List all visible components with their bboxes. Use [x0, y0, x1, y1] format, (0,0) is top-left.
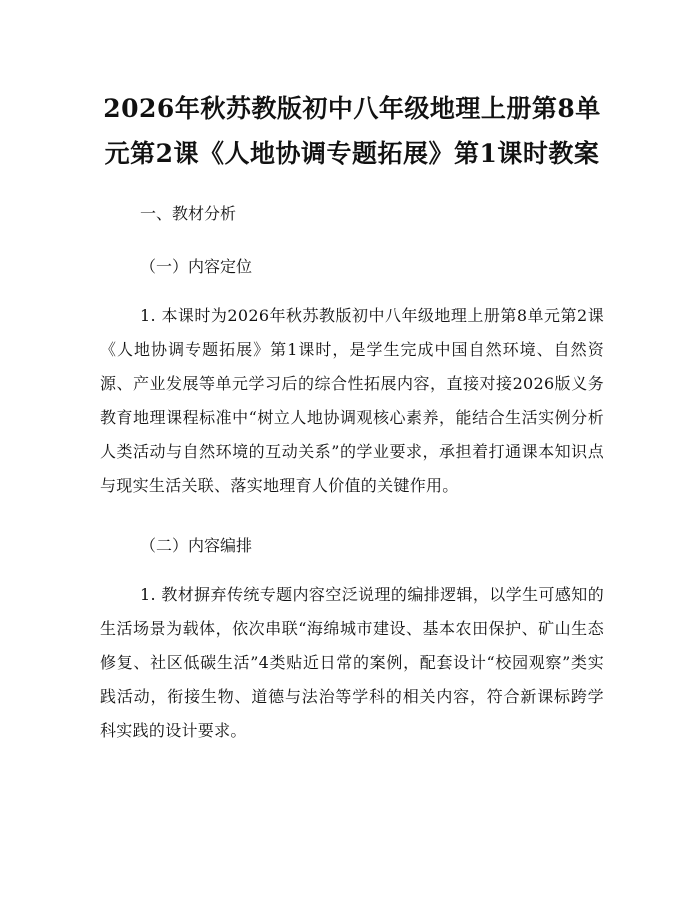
section-heading: 一、教材分析: [140, 204, 237, 223]
subsection-heading-content-arrangement: （二）内容编排: [140, 536, 253, 555]
document-title: 2026年秋苏教版初中八年级地理上册第8单元第2课《人地协调专题拓展》第1课时教案: [103, 94, 601, 168]
paragraph-content-positioning: 1. 本课时为2026年秋苏教版初中八年级地理上册第8单元第2课《人地协调专题拓展》第1课时，是学生完成中国自然环境、自然资源、产业发展等单元学习后的综合性拓展内容，直接对接2026版义务教育地理课程标准中“树立人地协调观核心素养，能结合生活实例分析人类活动与自然环境的互动关系”的学业要求，承担着打通课本知识点与现实生活关联、落实地理育人价值的关键作用。: [100, 306, 604, 495]
subsection-heading-content-positioning: （一）内容定位: [140, 257, 253, 276]
paragraph-content-arrangement: 1. 教材摒弃传统专题内容空泛说理的编排逻辑，以学生可感知的生活场景为载体，依次串联“海绵城市建设、基本农田保护、矿山生态修复、社区低碳生活”4类贴近日常的案例，配套设计“校园观察”类实践活动，衔接生物、道德与法治等学科的相关内容，符合新课标跨学科实践的设计要求。: [100, 585, 604, 740]
